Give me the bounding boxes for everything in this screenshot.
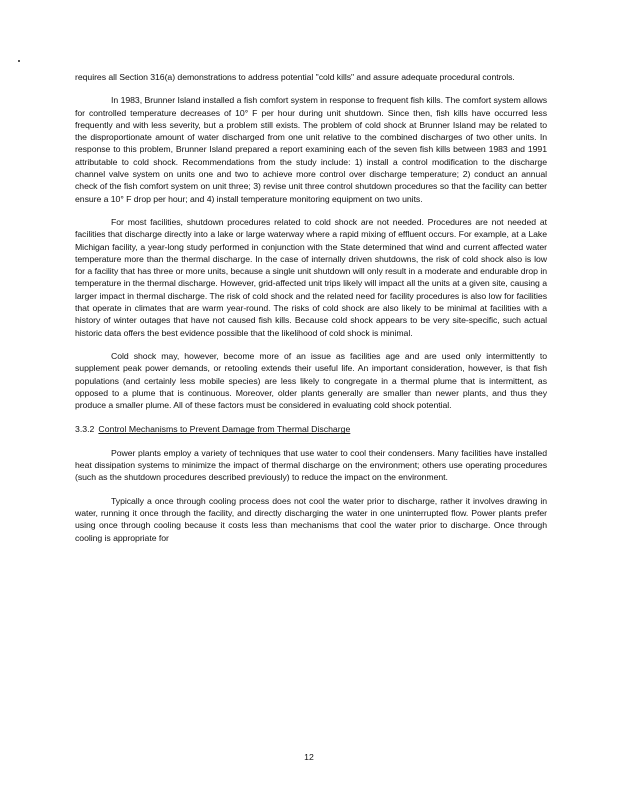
paragraph-cold-shock-issue: Cold shock may, however, become more of an issue as facilities age and are used only intermittently to supplement peak power demands, or retooling extends their useful life. An important consideration, however, is that fish populations (and certainly less mobile species) are less likely to congregate in a thermal plume that is intermittent, as opposed to a plume that is continuous. Moreover, older plants generally are smaller than newer plants, and thus they produce a smaller plume. All of these factors must be considered in evaluating cold shock potential. [75,350,547,411]
section-number: 3.3.2 [75,424,95,435]
paragraph-shutdown-procedures: For most facilities, shutdown procedures related to cold shock are not needed. Procedures are not needed at facilities that discharge directly into a lake or large waterway where a rapid mixing of effluent occurs. For example, at a Lake Michigan facility, a year-long study performed in conjunction with the State determined that wind and current affected water temperature more than the thermal discharge. In the case of internally driven shutdowns, the risk of cold shock also is low for a facility that has three or more units, because a single unit shutdown will only result in a moderate and endurable drop in temperature in the thermal discharge. However, grid-affected unit trips likely will impact all the units at a given site, causing a larger impact in thermal discharge. The risk of cold shock and the related need for facility procedures is also low for facilities that operate in climates that are warm year-round. The risks of cold shock are also likely to be minimal at facilities with a history of winter outages that have not caused fish kills. Because cold shock appears to be very site-specific, such actual historic data offers the best evidence possible that the likelihood of cold shock is minimal. [75,216,547,338]
page-number: 12 [304,752,314,762]
scan-speck [18,60,20,62]
paragraph-brunner-island: In 1983, Brunner Island installed a fish comfort system in response to frequent fish kills. The comfort system allows for controlled temperature decreases of 10° F per hour during unit shutdown. Since then, fish kills have occurred less frequently and with less severity, but a problem still exists. The problem of cold shock at Brunner Island may be related to the disproportionate amount of water discharged from one unit relative to the combined discharges of two other units. In response to this problem, Brunner Island prepared a report examining each of the seven fish kills between 1983 and 1991 attributable to cold shock. Recommendations from the study include: 1) install a control modification to the discharge channel valve system on units one and two to achieve more control over discharge temperature; 2) conduct an annual check of the fish comfort system on unit three; 3) revise unit three control shutdown procedures so that the facility can better ensure a 10° F drop per hour; and 4) install temperature monitoring equipment on two units. [75,95,547,204]
section-title: Control Mechanisms to Prevent Damage from Thermal Discharge [98,424,351,435]
paragraph-once-through-cooling: Typically a once through cooling process does not cool the water prior to discharge, rather it involves drawing in water, running it once through the facility, and directly discharging the water in one uninterrupted flow. Power plants prefer using once through cooling because it costs less than mechanisms that cool the water prior to discharge. Once through cooling is appropriate for [75,495,547,543]
body-text [75,71,547,544]
section-heading [75,423,547,435]
continued-paragraph: requires all Section 316(a) demonstrations to address potential "cold kills" and assure adequate procedural controls. [75,72,515,82]
paragraph-cooling-techniques: Power plants employ a variety of techniques that use water to cool their condensers. Many facilities have installed heat dissipation systems to minimize the impact of thermal discharge on the environment; others use operating procedures (such as the shutdown procedures described previously) to reduce the impact on the environment. [75,447,547,483]
